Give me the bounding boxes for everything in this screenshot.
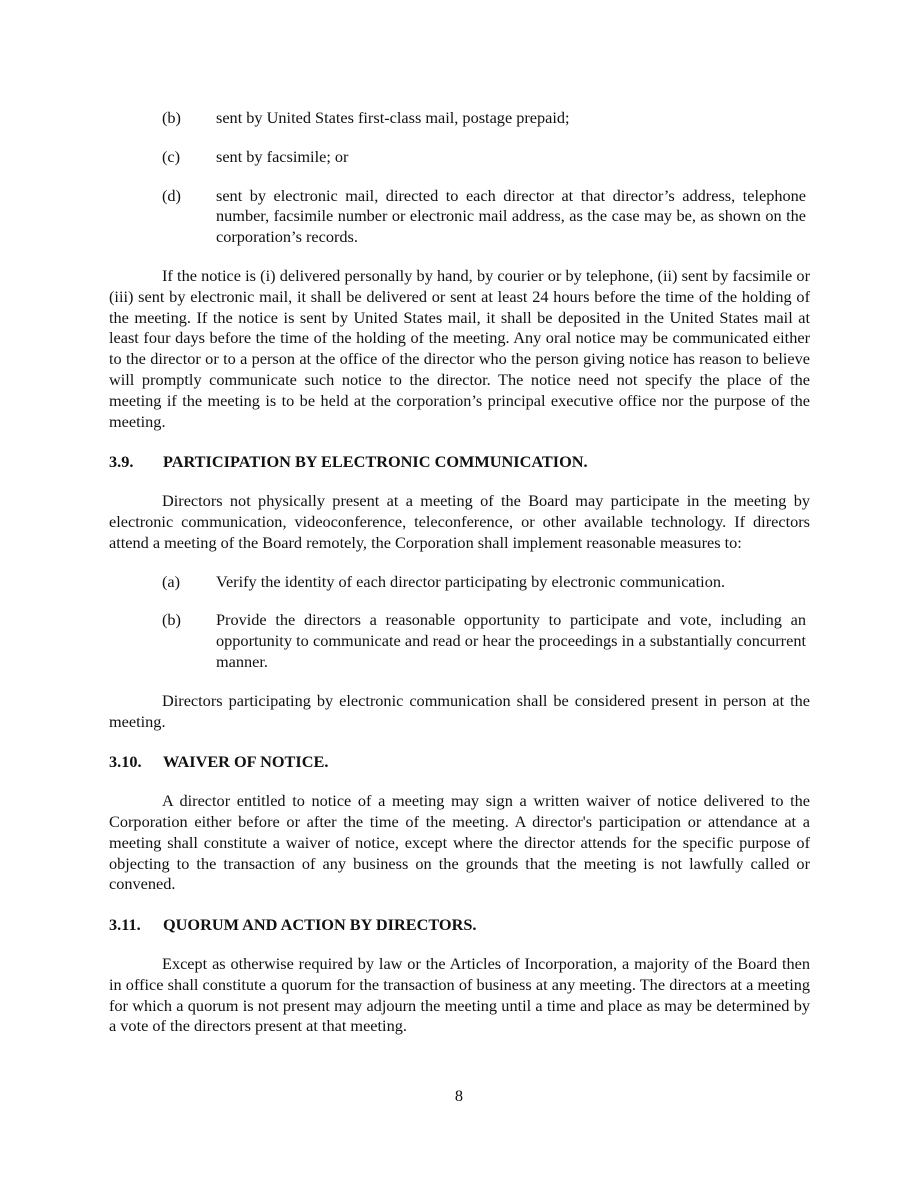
list-label: (b)	[162, 108, 181, 127]
section-heading-3-11	[109, 915, 810, 936]
list-label: (b)	[162, 610, 181, 630]
section-number: 3.9.	[109, 452, 134, 472]
list-label: (c)	[162, 146, 181, 166]
list-item-b	[109, 610, 810, 672]
section-title: QUORUM AND ACTION BY DIRECTORS.	[163, 915, 477, 935]
section-3-11-body: Except as otherwise required by law or the Articles of Incorporation, a majority of the Board then in office shall constitute a quorum for the transaction of business at any meeting. The directors at a meeting for which a quorum is not present may adjourn the meeting until a time and place as may be determined by a vote of the directors present at that meeting.	[109, 953, 810, 1036]
list-label: (a)	[162, 571, 181, 591]
list-text: Provide the directors a reasonable opportunity to participate and vote, including an opportunity to communicate and read or hear the proceedings in a substantially concurrent manner.	[216, 610, 806, 671]
notice-paragraph: If the notice is (i) delivered personally by hand, by courier or by telephone, (ii) sent by facsimile or (iii) sent by electronic mail, it shall be delivered or sent at least 24 hours before the time of the holding of the meeting. If the notice is sent by United States mail, it shall be deposited in the United States mail at least four days before the time of the holding of the meeting. Any oral notice may be communicated either to the director or to a person at the office of the director who the person giving notice has reason to believe will promptly communicate such notice to the director. The notice need not specify the place of the meeting if the meeting is to be held at the corporation’s principal executive office nor the purpose of the meeting.	[109, 265, 810, 431]
section-3-9-closing: Directors participating by electronic communication shall be considered present in person at the meeting.	[109, 690, 810, 731]
list-item-a	[109, 572, 810, 593]
section-3-9-intro: Directors not physically present at a meeting of the Board may participate in the meeting by electronic communication, videoconference, teleconference, or other available technology. If directors attend a meeting of the Board remotely, the Corporation shall implement reasonable measures to:	[109, 491, 810, 552]
list-text: sent by United States first-class mail, postage prepaid;	[216, 108, 570, 127]
section-title: PARTICIPATION BY ELECTRONIC COMMUNICATION.	[163, 452, 588, 472]
section-heading-3-10	[109, 752, 810, 773]
list-text: sent by facsimile; or	[216, 146, 349, 166]
list-item-b	[109, 108, 810, 129]
page-number: 8	[454, 1086, 464, 1105]
section-title: WAIVER OF NOTICE.	[163, 752, 329, 772]
section-number: 3.10.	[109, 752, 142, 772]
list-text: sent by electronic mail, directed to each director at that director’s address, telephone number, facsimile number or electronic mail address, as the case may be, as shown on the corporation’s records.	[216, 185, 806, 247]
list-text: Verify the identity of each director participating by electronic communication.	[216, 571, 726, 591]
section-3-10-body: A director entitled to notice of a meeting may sign a written waiver of notice delivered to the Corporation either before or after the time of the meeting. A director's participation or attendance at a meeting shall constitute a waiver of notice, except where the director attends for the specific purpose of objecting to the transaction of any business on the grounds that the meeting is not lawfully called or convened.	[109, 791, 810, 894]
list-item-c	[109, 147, 810, 168]
section-number: 3.11.	[109, 915, 141, 935]
list-item-d	[109, 186, 810, 248]
section-heading-3-9	[109, 452, 810, 473]
list-label: (d)	[162, 185, 181, 205]
